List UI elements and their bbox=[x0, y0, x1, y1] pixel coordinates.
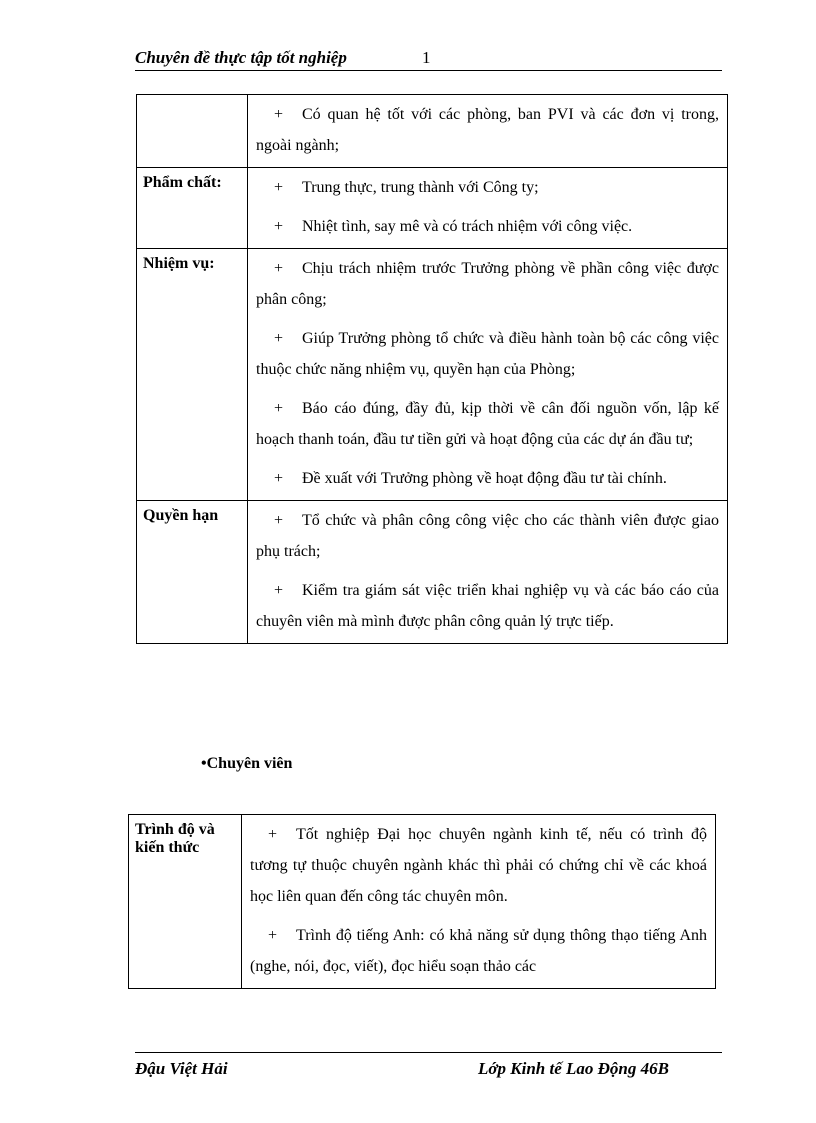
row-content bbox=[242, 815, 716, 989]
list-item bbox=[256, 253, 719, 315]
table-row bbox=[137, 95, 728, 168]
list-item bbox=[256, 323, 719, 385]
item-text: Báo cáo đúng, đầy đủ, kịp thời về cân đối nguồn vốn, lập kế hoạch thanh toán, đầu tư tiền gửi và hoạt động của các dự án đầu tư; bbox=[256, 400, 719, 448]
list-item bbox=[256, 172, 719, 203]
specialist-table bbox=[128, 814, 716, 989]
plus-icon: + bbox=[274, 582, 284, 599]
list-item bbox=[256, 99, 719, 161]
row-label: Nhiệm vụ: bbox=[137, 249, 248, 501]
item-text: Kiểm tra giám sát việc triển khai nghiệp vụ và các báo cáo của chuyên viên mà mình được phân công quản lý trực tiếp. bbox=[256, 582, 719, 630]
header-title: Chuyên đề thực tập tốt nghiệp bbox=[135, 48, 347, 67]
row-label bbox=[137, 95, 248, 168]
row-content bbox=[248, 95, 728, 168]
plus-icon: + bbox=[274, 470, 284, 487]
row-content bbox=[248, 168, 728, 249]
footer-class: Lớp Kinh tế Lao Động 46B bbox=[478, 1059, 669, 1078]
item-text: Trình độ tiếng Anh: có khả năng sử dụng thông thạo tiếng Anh (nghe, nói, đọc, viết), đọc hiểu soạn thảo các bbox=[250, 927, 707, 975]
item-text: Chịu trách nhiệm trước Trưởng phòng về phần công việc được phân công; bbox=[256, 260, 719, 308]
row-label: Quyền hạn bbox=[137, 501, 248, 644]
list-item bbox=[250, 819, 707, 912]
table-row bbox=[137, 168, 728, 249]
page-number: 1 bbox=[422, 48, 431, 67]
plus-icon: + bbox=[274, 330, 284, 347]
item-text: Giúp Trưởng phòng tổ chức và điều hành toàn bộ các công việc thuộc chức năng nhiệm vụ, quyền hạn của Phòng; bbox=[256, 330, 719, 378]
list-item bbox=[256, 575, 719, 637]
item-text: Tốt nghiệp Đại học chuyên ngành kinh tế, nếu có trình độ tương tự thuộc chuyên ngành khác thì phải có chứng chỉ về các khoá học liên quan đến công tác chuyên môn. bbox=[250, 826, 707, 905]
footer-author: Đậu Việt Hải bbox=[135, 1059, 228, 1078]
plus-icon: + bbox=[274, 260, 284, 277]
row-content bbox=[248, 249, 728, 501]
list-item bbox=[256, 505, 719, 567]
table-row bbox=[137, 501, 728, 644]
list-item bbox=[256, 393, 719, 455]
item-text: Tổ chức và phân công công việc cho các thành viên được giao phụ trách; bbox=[256, 512, 719, 560]
item-text: Trung thực, trung thành với Công ty; bbox=[302, 179, 539, 196]
plus-icon: + bbox=[268, 826, 278, 843]
section-heading bbox=[201, 755, 292, 773]
page-header bbox=[135, 48, 722, 71]
plus-icon: + bbox=[274, 400, 284, 417]
row-label: Phẩm chất: bbox=[137, 168, 248, 249]
table-row bbox=[129, 815, 716, 989]
row-label: Trình độ và kiến thức bbox=[129, 815, 242, 989]
row-content bbox=[248, 501, 728, 644]
plus-icon: + bbox=[274, 218, 284, 235]
plus-icon: + bbox=[274, 512, 284, 529]
item-text: Có quan hệ tốt với các phòng, ban PVI và các đơn vị trong, ngoài ngành; bbox=[256, 106, 719, 154]
table-row bbox=[137, 249, 728, 501]
plus-icon: + bbox=[274, 106, 284, 123]
item-text: Nhiệt tình, say mê và có trách nhiệm với công việc. bbox=[302, 218, 633, 235]
page-footer bbox=[135, 1052, 722, 1078]
plus-icon: + bbox=[268, 927, 278, 944]
list-item bbox=[256, 211, 719, 242]
plus-icon: + bbox=[274, 179, 284, 196]
item-text: Đề xuất với Trưởng phòng về hoạt động đầu tư tài chính. bbox=[302, 470, 667, 487]
bullet-icon: • bbox=[201, 755, 207, 772]
list-item bbox=[256, 463, 719, 494]
list-item bbox=[250, 920, 707, 982]
section-title: Chuyên viên bbox=[206, 755, 293, 772]
responsibility-table bbox=[136, 94, 728, 644]
